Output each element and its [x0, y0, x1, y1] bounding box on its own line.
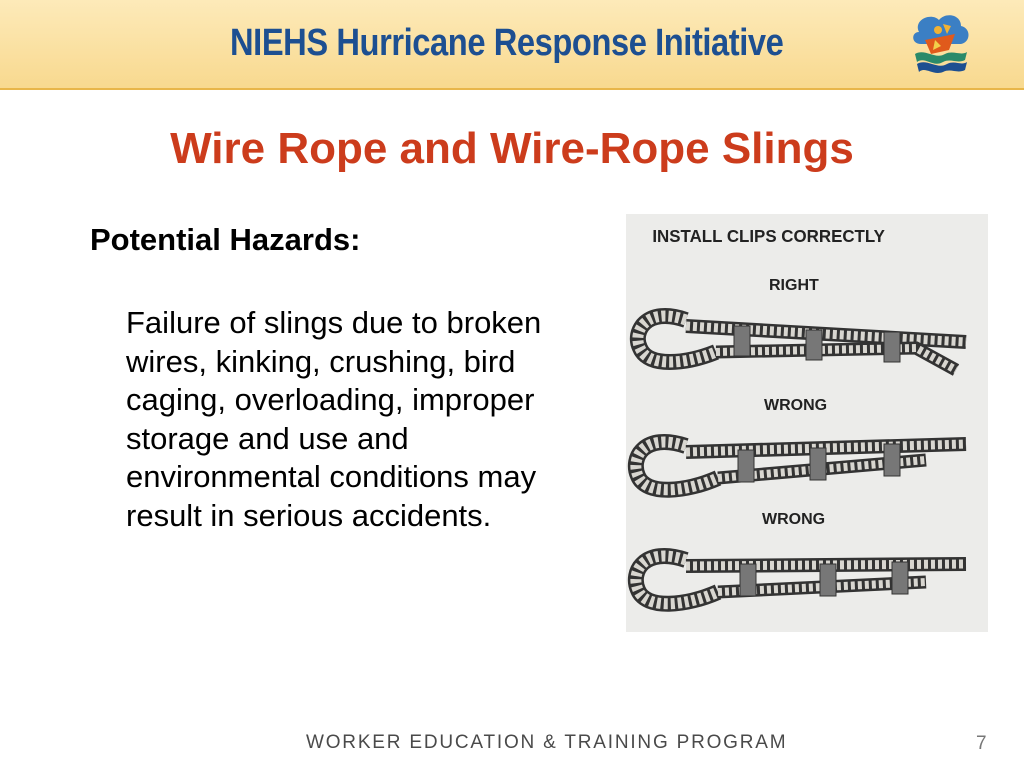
program-footer: WORKER EDUCATION & TRAINING PROGRAM [306, 732, 788, 753]
rope-diagram-right [638, 316, 966, 370]
figure-label-wrong-1: WRONG [764, 397, 828, 414]
page-number: 7 [976, 733, 987, 754]
figure-label-right: RIGHT [769, 277, 819, 294]
rope-diagram-wrong-2 [636, 556, 966, 604]
header-banner [0, 0, 1024, 90]
niehs-logo-icon [905, 10, 975, 78]
figure-label-wrong-2: WRONG [762, 511, 826, 528]
hazards-description: Failure of slings due to broken wires, kinking, crushing, bird caging, overloading, improper storage and use and environmental conditions may result in serious accidents. [126, 305, 542, 533]
hazards-heading: Potential Hazards: [90, 222, 361, 257]
rope-diagram-wrong-1 [636, 442, 966, 490]
wire-rope-clips-figure [626, 214, 988, 632]
figure-caption: INSTALL CLIPS CORRECTLY [652, 225, 885, 247]
slide-title: Wire Rope and Wire-Rope Slings [170, 124, 854, 173]
org-title: NIEHS Hurricane Response Initiative [230, 22, 784, 64]
